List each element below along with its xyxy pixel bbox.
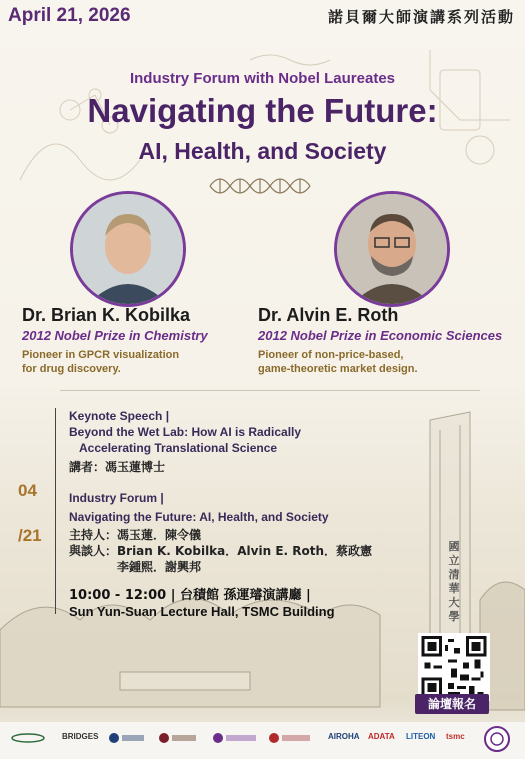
sponsor-logo <box>158 732 198 746</box>
university-seal-icon <box>484 726 510 754</box>
sponsor-logo-liteon: LITEON <box>406 732 436 741</box>
forum-hosts: 主持人：馮玉蓮．陳令儀 <box>69 528 202 542</box>
schedule-month: 04 <box>18 481 37 500</box>
forum-panelists: 李鍾熙．謝興邦 <box>117 560 202 574</box>
page-subtitle: AI, Health, and Society <box>138 138 387 164</box>
venue-english: Sun Yun-Suan Lecture Hall, TSMC Building <box>69 604 335 619</box>
section-divider <box>60 390 480 391</box>
speaker-desc-line: Pioneer in GPCR visualization <box>22 349 180 361</box>
forum-label: Industry Forum | <box>69 491 164 505</box>
keynote-speaker: 講者：馮玉蓮博士 <box>69 460 166 474</box>
keynote-label: Keynote Speech | <box>69 409 170 423</box>
sponsor-logo <box>212 732 258 746</box>
keynote-title-line: Beyond the Wet Lab: How AI is Radically <box>69 425 302 439</box>
speaker-desc-line: game-theoretic market design. <box>258 363 418 375</box>
speaker-desc-roth <box>258 348 418 376</box>
forum-subtitle: Industry Forum with Nobel Laureates <box>129 70 396 87</box>
registration-qr-code[interactable] <box>418 633 490 701</box>
schedule-day: /21 <box>18 526 42 545</box>
schedule-rule <box>55 408 56 614</box>
sponsor-logo-adata: ADATA <box>368 732 395 741</box>
event-date: April 21, 2026 <box>8 5 131 26</box>
sponsor-logo-airoha: AIROHA <box>328 732 360 741</box>
sponsor-logo <box>10 732 46 746</box>
speaker-desc-kobilka <box>22 348 179 376</box>
sponsor-logo <box>268 732 312 746</box>
sponsor-logo-bridges: BRIDGES <box>62 732 99 741</box>
dna-sketch-icon <box>205 168 325 204</box>
forum-panelists: 與談人：Brian K. Kobilka．Alvin E. Roth．蔡政憲 <box>69 544 373 558</box>
speaker-desc-line: Pioneer of non-price-based, <box>258 349 404 361</box>
keynote-block <box>69 408 409 475</box>
forum-title: Navigating the Future: AI, Health, and Society <box>69 510 329 524</box>
speaker-portrait-roth <box>334 191 450 307</box>
speaker-prize-roth: 2012 Nobel Prize in Economic Sciences <box>258 328 503 343</box>
register-button[interactable]: 論壇報名 <box>415 694 489 714</box>
speaker-name-kobilka: Dr. Brian K. Kobilka <box>22 305 191 325</box>
lecture-series-title: 諾貝爾大師演講系列活動 <box>327 8 515 26</box>
time-venue: 10:00 - 12:00 | 台積館 孫運璿演講廳 | <box>69 588 311 603</box>
page-title: Navigating the Future: <box>87 92 438 129</box>
forum-block <box>69 490 409 575</box>
sponsor-logo <box>108 732 146 746</box>
speaker-name-roth: Dr. Alvin E. Roth <box>258 305 399 325</box>
pillar-inscription: 國立清華大學 <box>448 540 460 623</box>
speaker-desc-line: for drug discovery. <box>22 363 121 375</box>
sponsor-logo-tsmc: tsmc <box>446 732 465 741</box>
speaker-portrait-kobilka <box>70 191 186 307</box>
keynote-title-line: Accelerating Translational Science <box>79 441 278 455</box>
speaker-prize-kobilka: 2012 Nobel Prize in Chemistry <box>22 328 208 343</box>
